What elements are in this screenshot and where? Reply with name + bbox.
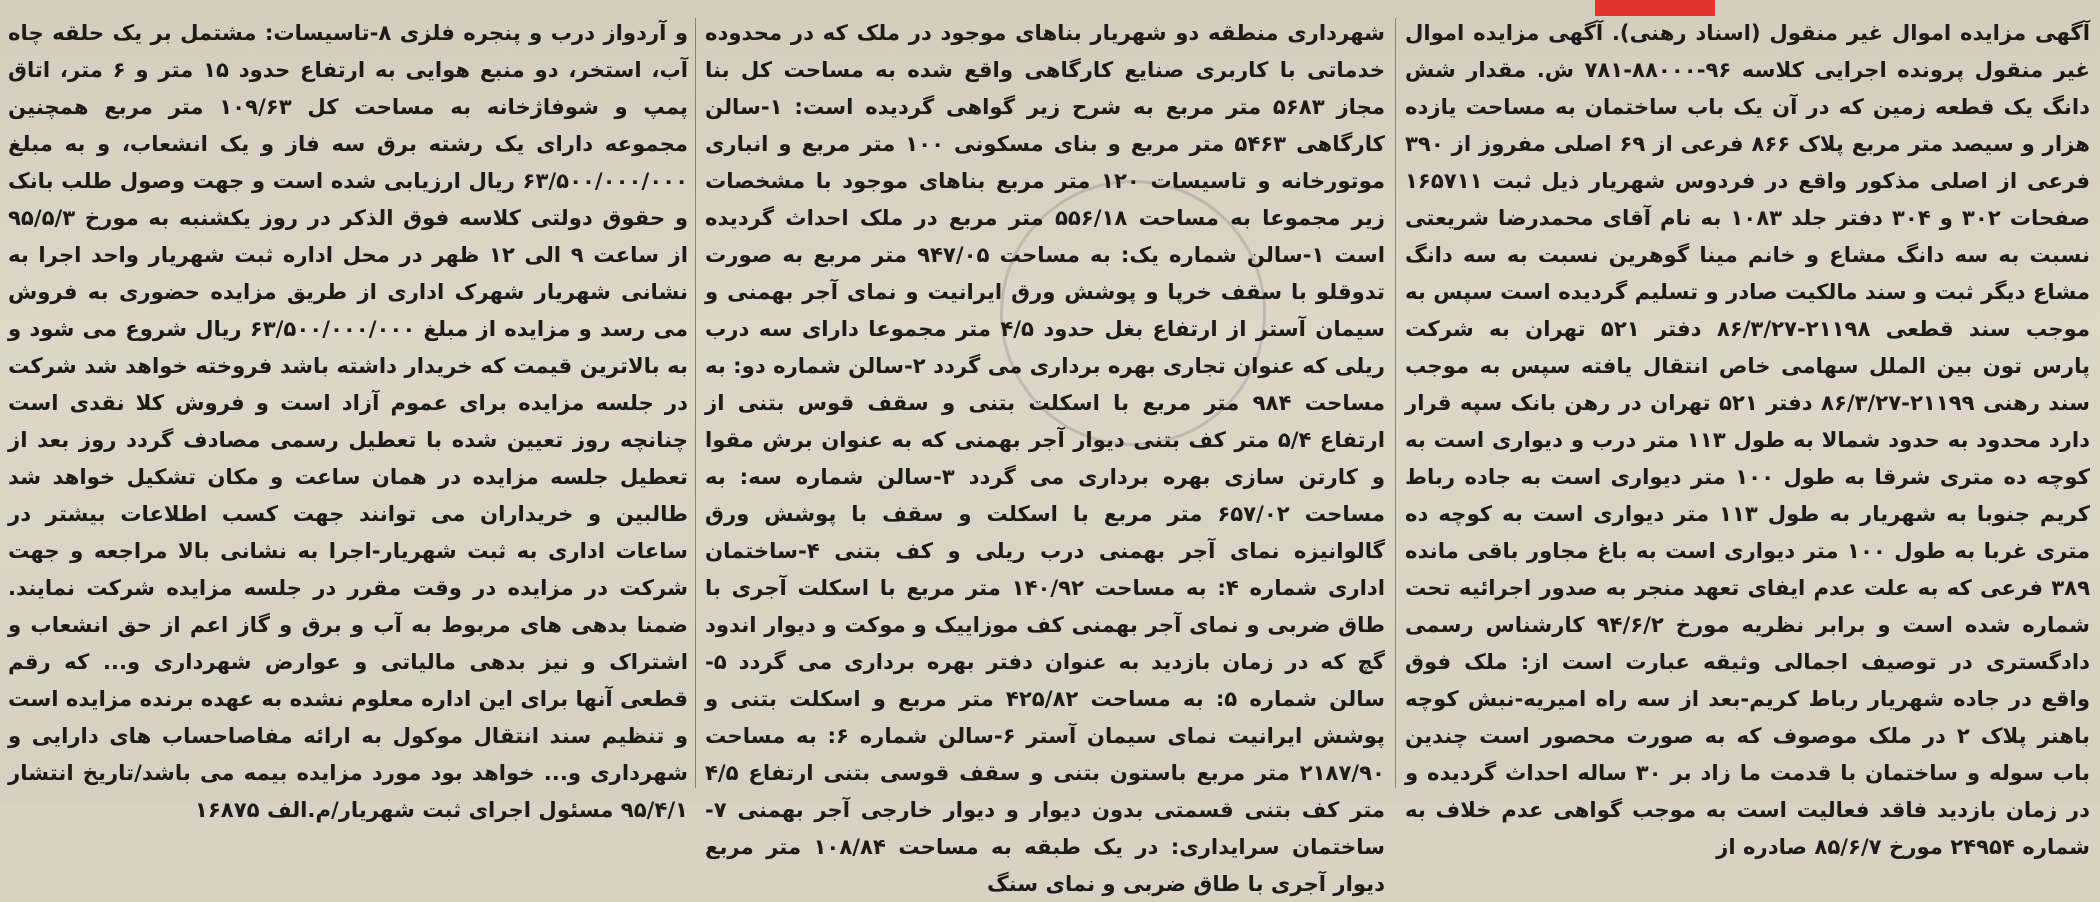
column-divider bbox=[1395, 18, 1396, 788]
column-middle-text: شهرداری منطقه دو شهریار بناهای موجود در ملک که در محدوده خدماتی با کاربری صنایع کارگاهی واقع شده به مساحت کل بنا مجاز ۵۶۸۳ متر مربع به شرح زیر گواهی گردیده است: ۱-سالن کارگاهی ۵۴۶۳ متر مربع و بنای مسکونی ۱۰۰ متر مربع و انباری موتورخانه و تاسیسات ۱۲۰ متر مربع بناهای موجود با مشخصات زیر مجموعا به مساحت ۵۵۶/۱۸ متر مربع در ملک احداث گردیده است ۱-سالن شماره یک: به مساحت ۹۴۷/۰۵ متر مربع به صورت تدوقلو با سقف خرپا و پوشش ورق ایرانیت و نمای آجر بهمنی و سیمان آستر از ارتفاع بغل حدود ۴/۵ متر مجموعا دارای سه درب ریلی که عنوان تجاری بهره برداری می گردد ۲-سالن شماره دو: به مساحت ۹۸۴ متر مربع با اسکلت بتنی و سقف قوس بتنی از ارتفاع ۵/۴ متر کف بتنی دیوار آجر بهمنی که به عنوان برش مقوا و کارتن سازی بهره برداری می گردد ۳-سالن شماره سه: به مساحت ۶۵۷/۰۲ متر مربع با اسکلت و سقف با پوشش ورق گالوانیزه نمای آجر بهمنی درب ریلی و کف بتنی ۴-ساختمان اداری شماره ۴: به مساحت ۱۴۰/۹۲ متر مربع با اسکلت آجری با طاق ضربی و نمای آجر بهمنی کف موزاییک و موکت و دیوار اندود گچ که در زمان بازدید به عنوان دفتر بهره برداری می گردد ۵-سالن شماره ۵: به مساحت ۴۲۵/۸۲ متر مربع و اسکلت بتنی و پوشش ایرانیت نمای سیمان آستر ۶-سالن شماره ۶: به مساحت ۲۱۸۷/۹۰ متر مربع باستون بتنی و سقف قوسی بتنی ارتفاع ۴/۵ متر کف بتنی قسمتی بدون دیوار و دیوار خارجی آجر بهمنی ۷-ساختمان سرایداری: در یک طبقه به مساحت ۱۰۸/۸۴ متر مربع دیوار آجری با طاق ضربی و نمای سنگ bbox=[705, 20, 1386, 896]
column-left bbox=[8, 14, 689, 822]
column-right-text: آگهی مزایده اموال غیر منقول (اسناد رهنی). آگهی مزایده اموال غیر منقول پرونده اجرایی کلاسه ۹۶-۸۸۰۰۰-۷۸۱ ش. مقدار شش دانگ یک قطعه زمین که در آن یک باب ساختمان به مساحت یازده هزار و سیصد متر مربع پلاک ۸۶۶ فرعی از ۶۹ اصلی مفروز از ۳۹۰ فرعی از اصلی مذکور واقع در فردوس شهریار ذیل ثبت ۱۶۵۷۱۱ صفحات ۳۰۲ و ۳۰۴ دفتر جلد ۱۰۸۳ به نام آقای محمدرضا شریعتی نسبت به سه دانگ مشاع و خانم مینا گوهرین نسبت به سه دانگ مشاع دیگر ثبت و سند مالکیت صادر و تسلیم گردیده است سپس به موجب سند قطعی ۲۱۱۹۸-۸۶/۳/۲۷ دفتر ۵۲۱ تهران به شرکت پارس تون بین الملل سهامی خاص انتقال یافته سپس به موجب سند رهنی ۲۱۱۹۹-۸۶/۳/۲۷ دفتر ۵۲۱ تهران در رهن بانک سپه قرار دارد محدود به حدود شمالا به طول ۱۱۳ متر درب و دیواری است به کوچه ده متری شرقا به طول ۱۰۰ متر دیواری است به جاده رباط کریم جنوبا به شهریار به طول ۱۱۳ متر دیواری است به کوچه ده متری غربا به طول ۱۰۰ متر دیواری است به باغ مجاور باقی مانده ۳۸۹ فرعی که به علت عدم ایفای تعهد منجر به صدور اجرائیه تحت شماره شده است و برابر نظریه مورخ ۹۴/۶/۲ کارشناس رسمی دادگستری در توصیف اجمالی وثیقه عبارت است از: ملک فوق واقع در جاده شهریار رباط کریم-بعد از سه راه امیریه-نبش کوچه باهنر پلاک ۲ در ملک موصوف که به صورت محصور است چندین باب سوله و ساختمان با قدمت ما زاد بر ۳۰ ساله احداث گردیده و در زمان بازدید فاقد فعالیت است به موجب گواهی عدم خلاف به شماره ۲۴۹۵۴ مورخ ۸۵/۶/۷ صادره از bbox=[1405, 20, 2091, 859]
column-divider bbox=[695, 18, 696, 788]
column-left-text: و آردواز درب و پنجره فلزی ۸-تاسیسات: مشتمل بر یک حلقه چاه آب، استخر، دو منبع هوایی به ارتفاع حدود ۱۵ متر و ۶ متر، اتاق پمپ و شوفاژخانه به مساحت کل ۱۰۹/۶۳ متر مربع همچنین مجموعه دارای یک رشته برق سه فاز و یک انشعاب، و به مبلغ ۶۳/۵۰۰/۰۰۰/۰۰۰ ریال ارزیابی شده است و جهت وصول طلب بانک و حقوق دولتی کلاسه فوق الذکر در روز یکشنبه به مورخ ۹۵/۵/۳ از ساعت ۹ الی ۱۲ ظهر در محل اداره ثبت شهریار واحد اجرا به نشانی شهریار شهرک اداری از طریق مزایده حضوری به فروش می رسد و مزایده از مبلغ ۶۳/۵۰۰/۰۰۰/۰۰۰ ریال شروع می شود و به بالاترین قیمت که خریدار داشته باشد فروخته خواهد شد شرکت در جلسه مزایده برای عموم آزاد است و فروش کلا نقدی است چنانچه روز تعیین شده با تعطیل رسمی مصادف گردد روز بعد از تعطیل جلسه مزایده در همان ساعت و مکان تشکیل خواهد شد طالبین و خریداران می توانند جهت کسب اطلاعات بیشتر در ساعات اداری به ثبت شهریار-اجرا به نشانی بالا مراجعه و جهت شرکت در مزایده در وقت مقرر در جلسه مزایده شرکت نمایند. ضمنا بدهی های مربوط به آب و برق و گاز اعم از حق انشعاب و اشتراک و نیز بدهی مالیاتی و عوارض شهرداری و... که رقم قطعی آنها برای این اداره معلوم نشده به عهده برنده مزایده است و تنظیم سند انتقال موکول به ارائه مفاصاحساب های دارایی و شهرداری و... خواهد بود مورد مزایده بیمه می باشد/تاریخ انتشار ۹۵/۴/۱ مسئول اجرای ثبت شهریار/م.الف ۱۶۸۷۵ bbox=[8, 20, 689, 822]
column-middle bbox=[705, 14, 1386, 896]
column-right bbox=[1405, 14, 2091, 859]
